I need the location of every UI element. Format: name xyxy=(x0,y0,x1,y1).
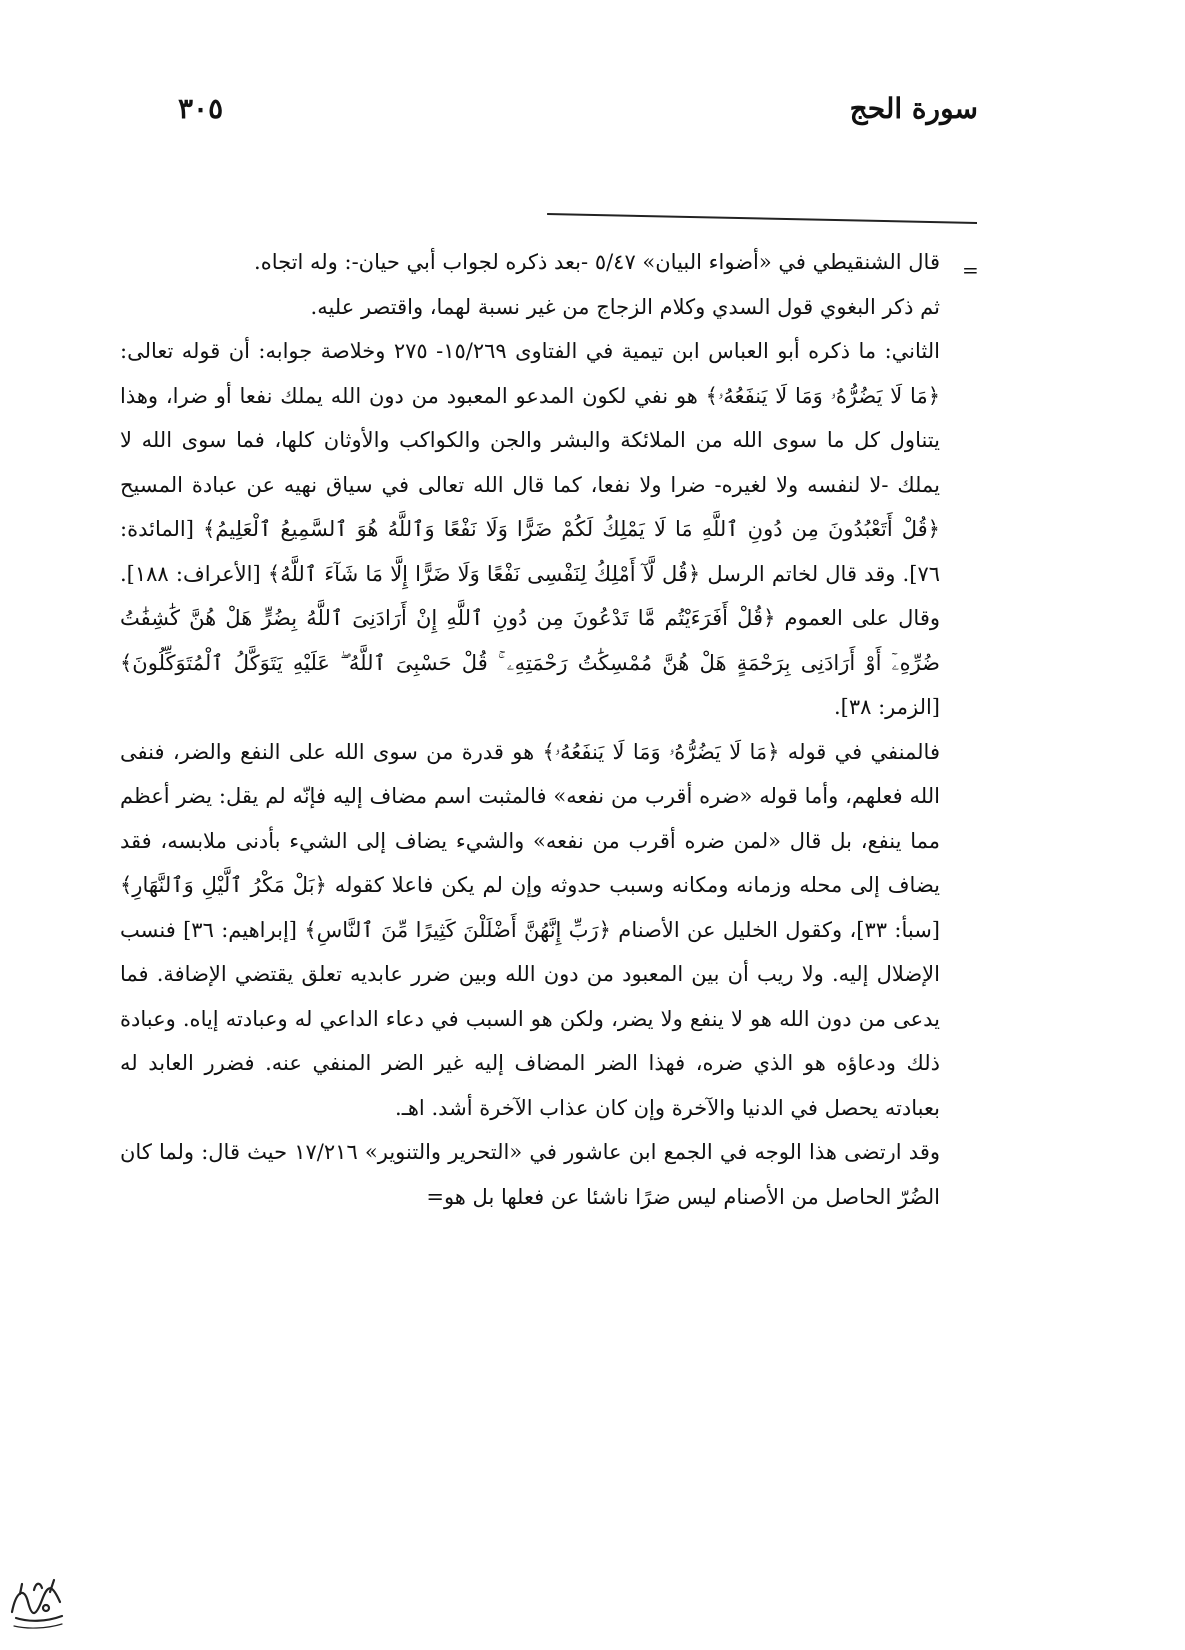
paragraph-4: فالمنفي في قوله ﴿مَا لَا يَضُرُّهُۥ وَمَا لَا يَنفَعُهُۥ﴾ هو قدرة من سوى الله على النفع والضر، فنفى الله فعلهم، وأما قوله «ضره أقرب من نفعه» فالمثبت اسم مضاف إليه فإنّه لم يقل: يضر أعظم مما ينفع، بل قال «لمن ضره أقرب من نفعه» والشيء يضاف إلى الشيء بأدنى ملابسه، فقد يضاف إلى محله وزمانه ومكانه وسبب حدوثه وإن لم يكن فاعلا كقوله ﴿بَلْ مَكْرُ ٱلَّيْلِ وَٱلنَّهَارِ﴾ [سبأ: ٣٣]، وكقول الخليل عن الأصنام ﴿رَبِّ إِنَّهُنَّ أَضْلَلْنَ كَثِيرًا مِّنَ ٱلنَّاسِ﴾ [إبراهيم: ٣٦] فنسب الإضلال إليه. ولا ريب أن بين المعبود من دون الله وبين ضرر عابديه تعلق يقتضي الإضافة. فما يدعى من دون الله هو لا ينفع ولا يضر، ولكن هو السبب في دعاء الداعي له وعبادته إياه. وعبادة ذلك ودعاؤه هو الذي ضره، فهذا الضر المضاف إليه غير الضر المنفي عنه. فضرر العابد له بعبادته يحصل في الدنيا والآخرة وإن كان عذاب الآخرة أشد. اهـ. xyxy=(120,739,940,1120)
page-number: ٣٠٥ xyxy=(178,92,224,125)
footnote-body xyxy=(120,240,940,1219)
paragraph-5: وقد ارتضى هذا الوجه في الجمع ابن عاشور في «التحرير والتنوير» ١٧/٢١٦ حيث قال: ولما كان الضُرّ الحاصل من الأصنام ليس ضرًا ناشئا عن فعلها بل هو= xyxy=(120,1140,940,1209)
paragraph-3: الثاني: ما ذكره أبو العباس ابن تيمية في الفتاوى ١٥/٢٦٩- ٢٧٥ وخلاصة جوابه: أن قوله تعالى: ﴿مَا لَا يَضُرُّهُۥ وَمَا لَا يَنفَعُهُۥ﴾ هو نفي لكون المدعو المعبود من دون الله يملك نفعا أو ضرا، وهذا يتناول كل ما سوى الله من الملائكة والبشر والجن والكواكب والأوثان كلها، فما سوى الله لا يملك -لا لنفسه ولا لغيره- ضرا ولا نفعا، كما قال الله تعالى في سياق نهيه عن عبادة المسيح ﴿قُلْ أَتَعْبُدُونَ مِن دُونِ ٱللَّهِ مَا لَا يَمْلِكُ لَكُمْ ضَرًّا وَلَا نَفْعًا وَٱللَّهُ هُوَ ٱلسَّمِيعُ ٱلْعَلِيمُ﴾ [المائدة: ٧٦]. وقد قال لخاتم الرسل ﴿قُل لَّآ أَمْلِكُ لِنَفْسِى نَفْعًا وَلَا ضَرًّا إِلَّا مَا شَآءَ ٱللَّهُ﴾ [الأعراف: ١٨٨]. وقال على العموم ﴿قُلْ أَفَرَءَيْتُم مَّا تَدْعُونَ مِن دُونِ ٱللَّهِ إِنْ أَرَادَنِىَ ٱللَّهُ بِضُرٍّ هَلْ هُنَّ كَٰشِفَٰتُ ضُرِّهِۦٓ أَوْ أَرَادَنِى بِرَحْمَةٍ هَلْ هُنَّ مُمْسِكَٰتُ رَحْمَتِهِۦ ۚ قُلْ حَسْبِىَ ٱللَّهُ ۖ عَلَيْهِ يَتَوَكَّلُ ٱلْمُتَوَكِّلُونَ﴾ [الزمر: ٣٨]. xyxy=(120,339,940,719)
continuation-mark: = xyxy=(962,258,979,282)
paragraph-2: ثم ذكر البغوي قول السدي وكلام الزجاج من غير نسبة لهما، واقتصر عليه. xyxy=(310,294,940,319)
watermark-stamp-icon xyxy=(6,1572,68,1632)
paragraph-1: قال الشنقيطي في «أضواء البيان» ٥/٤٧ -بعد ذكره لجواب أبي حيان-: وله اتجاه. xyxy=(254,250,940,274)
page-header xyxy=(178,92,978,132)
footnote-separator xyxy=(547,213,977,224)
surah-title: سورة الحج xyxy=(849,92,978,125)
